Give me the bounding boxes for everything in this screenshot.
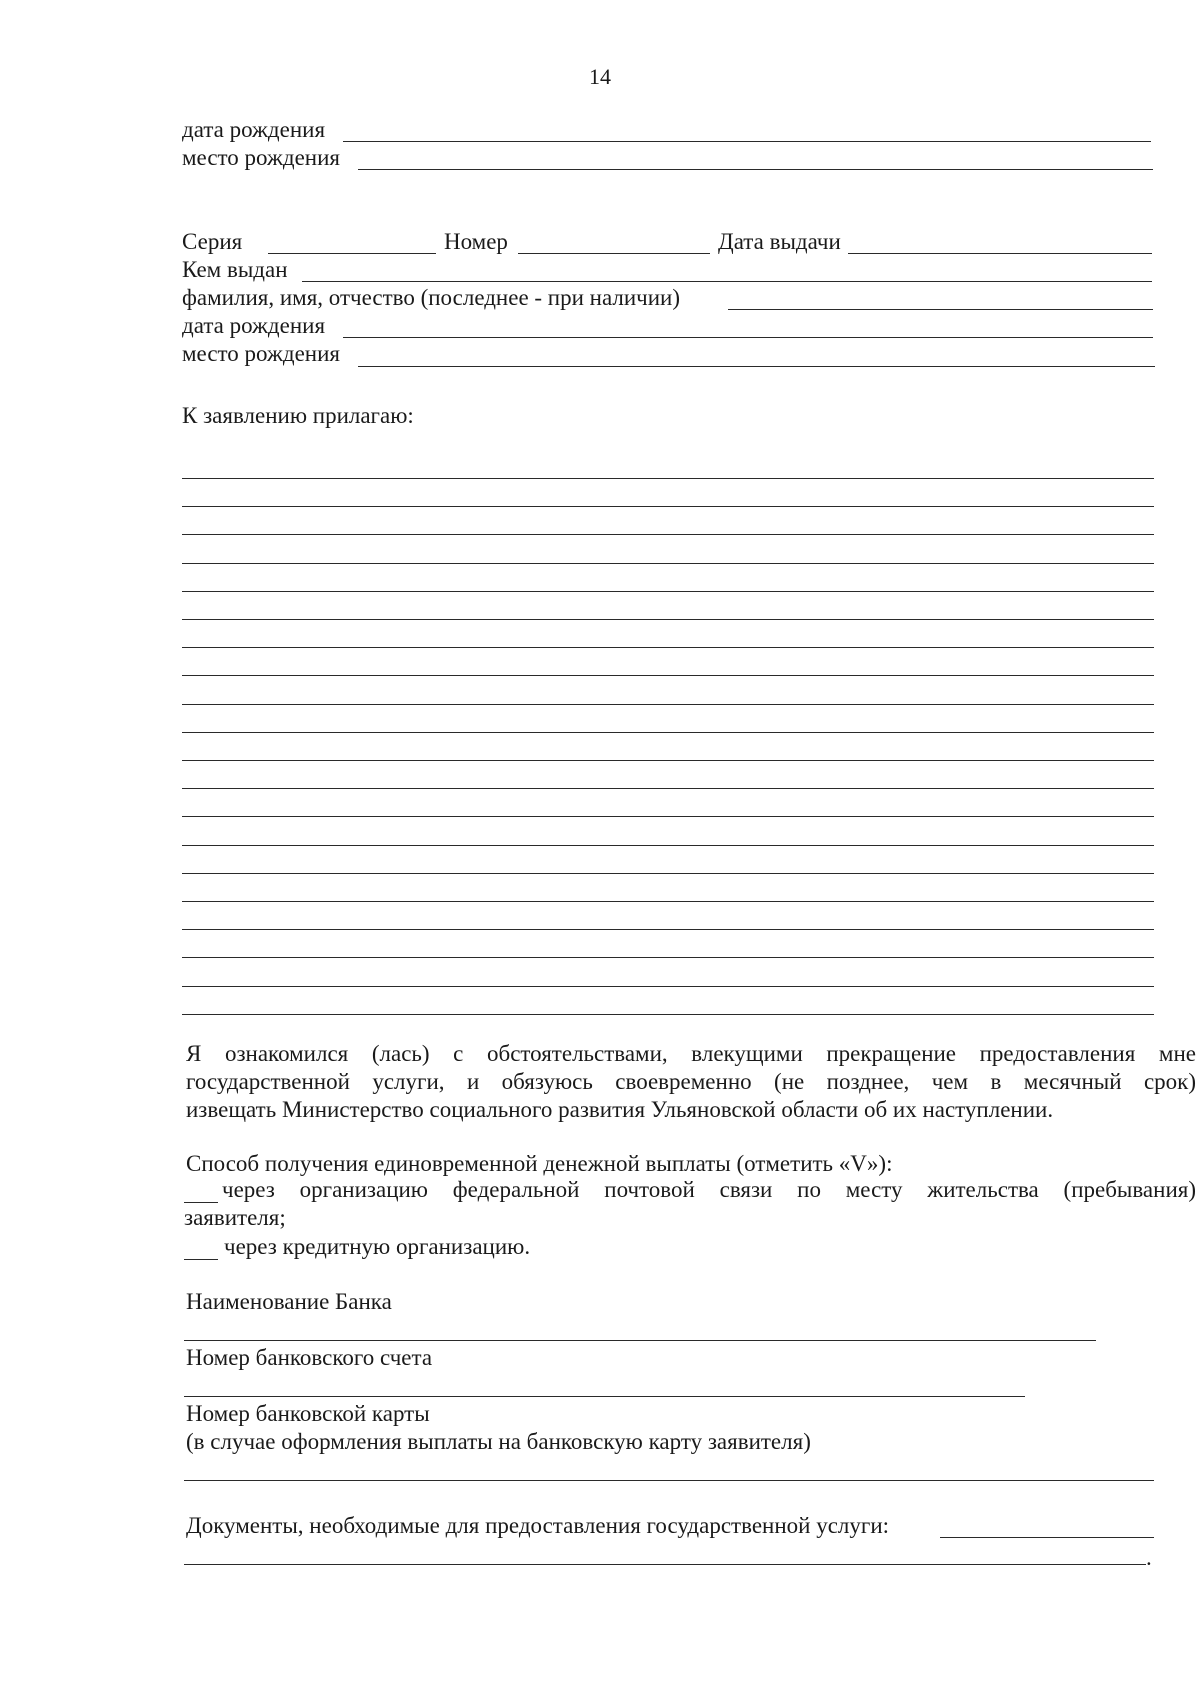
attachment-line[interactable]	[182, 478, 1154, 479]
card-number-field[interactable]	[184, 1480, 1154, 1481]
birth-date-field-2[interactable]	[343, 337, 1153, 338]
full-name-field[interactable]	[728, 309, 1153, 310]
full-name-label: фамилия, имя, отчество (последнее - при наличии)	[182, 285, 681, 310]
attachment-line[interactable]	[182, 986, 1154, 987]
attachment-line[interactable]	[182, 1014, 1154, 1015]
attachment-line[interactable]	[182, 816, 1154, 817]
card-number-note: (в случае оформления выплаты на банковскую карту заявителя)	[186, 1429, 811, 1454]
bank-option-checkbox[interactable]	[184, 1259, 218, 1260]
bank-name-label: Наименование Банка	[186, 1289, 392, 1314]
number-label: Номер	[444, 229, 508, 254]
series-field[interactable]	[268, 253, 436, 254]
issued-by-label: Кем выдан	[182, 257, 288, 282]
birth-date-field-1[interactable]	[343, 141, 1151, 142]
attachment-line[interactable]	[182, 957, 1154, 958]
attachment-line[interactable]	[182, 732, 1154, 733]
series-label: Серия	[182, 229, 243, 254]
attachment-line[interactable]	[182, 647, 1154, 648]
number-field[interactable]	[518, 253, 710, 254]
issued-by-field[interactable]	[302, 281, 1152, 282]
bank-option-label: через кредитную организацию.	[224, 1234, 531, 1259]
attachment-line[interactable]	[182, 619, 1154, 620]
card-number-label: Номер банковской карты	[186, 1401, 430, 1426]
documents-label: Документы, необходимые для предоставления государственной услуги:	[186, 1513, 890, 1538]
attachment-line[interactable]	[182, 788, 1154, 789]
attachment-line[interactable]	[182, 845, 1154, 846]
birth-date-label-1: дата рождения	[182, 117, 326, 142]
attachment-line[interactable]	[182, 675, 1154, 676]
documents-field-1[interactable]	[940, 1537, 1154, 1538]
attachment-line[interactable]	[182, 563, 1154, 564]
birth-place-label-2: место рождения	[182, 341, 340, 366]
issue-date-field[interactable]	[848, 253, 1152, 254]
attachment-line[interactable]	[182, 704, 1154, 705]
post-option-label: через организацию федеральной почтовой связи по месту жительства (пребывания)	[222, 1177, 1196, 1202]
birth-date-label-2: дата рождения	[182, 313, 326, 338]
documents-end-mark: .	[1146, 1545, 1152, 1570]
acknowledgement-line-2: государственной услуги, и обязуюсь своевременно (не позднее, чем в месячный срок)	[186, 1069, 1196, 1094]
account-number-field[interactable]	[184, 1396, 1025, 1397]
bank-name-field[interactable]	[184, 1340, 1096, 1341]
birth-place-field-1[interactable]	[358, 169, 1153, 170]
birth-place-field-2[interactable]	[358, 366, 1155, 367]
attachment-line[interactable]	[182, 591, 1154, 592]
attachments-heading: К заявлению прилагаю:	[182, 403, 414, 428]
attachment-line[interactable]	[182, 873, 1154, 874]
attachment-line[interactable]	[182, 534, 1154, 535]
attachment-line[interactable]	[182, 929, 1154, 930]
payment-method-heading: Способ получения единовременной денежной выплаты (отметить «V»):	[186, 1151, 893, 1176]
documents-field-2[interactable]	[184, 1564, 1146, 1565]
page-number: 14	[589, 64, 611, 89]
birth-place-label-1: место рождения	[182, 145, 340, 170]
acknowledgement-line-1: Я ознакомился (лась) с обстоятельствами, влекущими прекращение предоставления мне	[186, 1041, 1196, 1066]
account-number-label: Номер банковского счета	[186, 1345, 433, 1370]
post-option-label-cont: заявителя;	[184, 1205, 286, 1230]
acknowledgement-line-3: извещать Министерство социального развития Ульяновской области об их наступлении.	[186, 1097, 1054, 1122]
attachment-line[interactable]	[182, 506, 1154, 507]
post-option-checkbox[interactable]	[184, 1202, 218, 1203]
issue-date-label: Дата выдачи	[718, 229, 841, 254]
attachment-line[interactable]	[182, 760, 1154, 761]
attachment-line[interactable]	[182, 901, 1154, 902]
